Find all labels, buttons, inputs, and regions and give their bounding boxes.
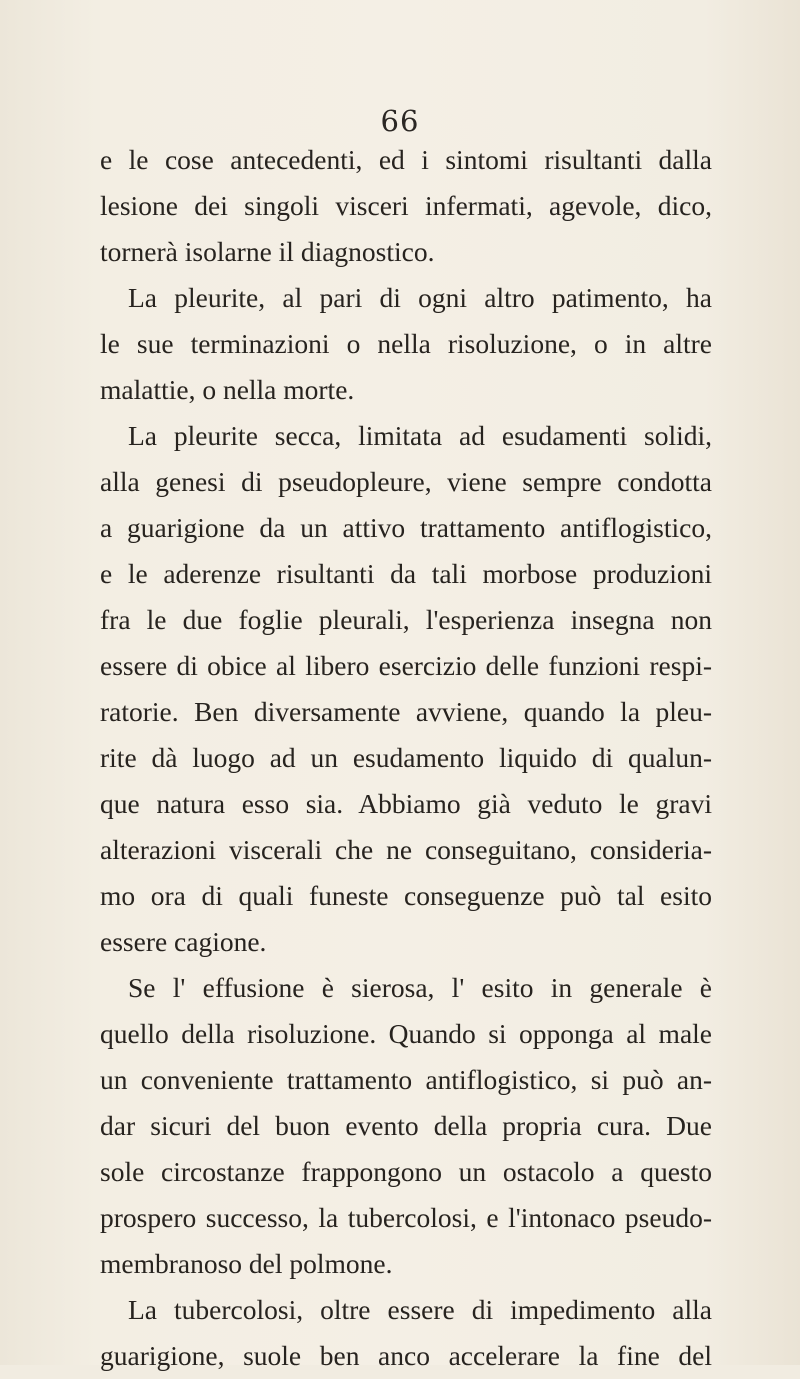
body-text (100, 137, 712, 1379)
text-line: essere cagione. (100, 926, 267, 957)
text-line: alterazioni viscerali che ne conseguitano, consideria- (100, 834, 712, 865)
text-line: La pleurite secca, limitata ad esudamenti solidi, (128, 420, 712, 451)
text-line: alla genesi di pseudopleure, viene sempre condotta (100, 466, 712, 497)
text-line: que natura esso sia. Abbiamo già veduto le gravi (100, 788, 712, 819)
text-line: e le aderenze risultanti da tali morbose produzioni (100, 558, 712, 589)
text-line: quello della risoluzione. Quando si opponga al male (100, 1018, 712, 1049)
text-line: mo ora di quali funeste conseguenze può tal esito (100, 880, 712, 911)
text-line: rite dà luogo ad un esudamento liquido di qualun- (100, 742, 712, 773)
text-line: guarigione, suole ben anco accelerare la fine del (100, 1340, 712, 1371)
text-line: essere di obice al libero esercizio delle funzioni respi- (100, 650, 712, 681)
text-line: a guarigione da un attivo trattamento antiflogistico, (100, 512, 712, 543)
text-line: Se l' effusione è sierosa, l' esito in generale è (128, 972, 712, 1003)
page-number: 66 (380, 104, 420, 138)
text-line: lesione dei singoli visceri infermati, agevole, dico, (100, 190, 712, 221)
text-line: sole circostanze frappongono un ostacolo a questo (100, 1156, 712, 1187)
text-line: La pleurite, al pari di ogni altro patimento, ha (128, 282, 712, 313)
text-line: le sue terminazioni o nella risoluzione, o in altre (100, 328, 712, 359)
text-line: prospero successo, la tubercolosi, e l'intonaco pseudo- (100, 1202, 712, 1233)
text-line: fra le due foglie pleurali, l'esperienza insegna non (100, 604, 712, 635)
text-line: membranoso del polmone. (100, 1248, 393, 1279)
text-line: malattie, o nella morte. (100, 374, 355, 405)
text-line: La tubercolosi, oltre essere di impedimento alla (128, 1294, 712, 1325)
text-line: tornerà isolarne il diagnostico. (100, 236, 435, 267)
text-line: ratorie. Ben diversamente avviene, quando la pleu- (100, 696, 712, 727)
text-line: e le cose antecedenti, ed i sintomi risultanti dalla (100, 144, 712, 175)
text-line: un conveniente trattamento antiflogistico, si può an- (100, 1064, 712, 1095)
text-line: dar sicuri del buon evento della propria cura. Due (100, 1110, 712, 1141)
